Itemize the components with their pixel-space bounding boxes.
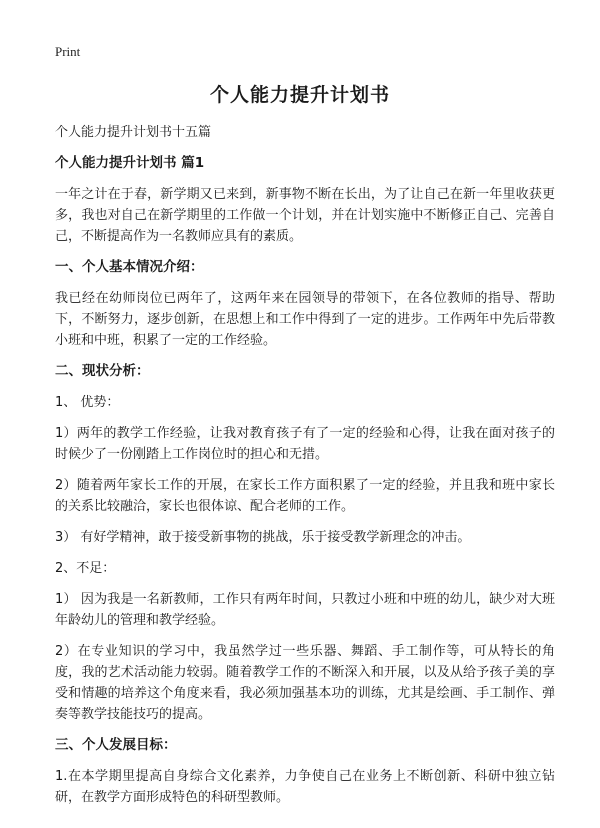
document-title: 个人能力提升计划书: [209, 84, 390, 106]
section-heading-analysis: 二、现状分析：: [55, 363, 150, 379]
strengths-label: 1、 优势：: [55, 395, 120, 410]
section-heading-basic-info: 一、个人基本情况介绍：: [55, 259, 204, 275]
strength-item: 3） 有好学精神，敢于接受新事物的挑战，乐于接受教学新理念的冲击。: [55, 530, 471, 545]
section-heading-goals: 三、个人发展目标：: [55, 737, 177, 753]
basic-info-paragraph: 我已经在幼师岗位已两年了，这两年来在园领导的带领下，在各位教师的指导、帮助下，不断努力，逐步创新，在思想上和工作中得到了一定的进步。工作两年中先后带教小班和中班，积累了一定的工作经验。: [55, 291, 555, 348]
weakness-item: 2）在专业知识的学习中，我虽然学过一些乐器、舞蹈、手工制作等，可从特长的角度，我的艺术活动能力较弱。随着教学工作的不断深入和开展，以及从给予孩子美的享受和情趣的培养这个角度来看，我必须加强基本功的训练，尤其是绘画、手工制作、弹奏等教学技能技巧的提高。: [55, 644, 555, 722]
document-subtitle: 个人能力提升计划书十五篇: [55, 125, 212, 140]
strength-item: 2）随着两年家长工作的开展，在家长工作方面积累了一定的经验，并且我和班中家长的关系比较融洽，家长也很体谅、配合老师的工作。: [55, 478, 555, 514]
intro-paragraph: 一年之计在于春，新学期又已来到，新事物不断在长出，为了让自己在新一年里收获更多，我也对自己在新学期里的工作做一个计划，并在计划实施中不断修正自己、完善自己，不断提高作为一名教师应具有的素质。: [55, 187, 555, 244]
document-body: [55, 122, 555, 818]
print-link[interactable]: Print: [55, 44, 81, 59]
weakness-item: 1） 因为我是一名新教师，工作只有两年时间，只教过小班和中班的幼儿，缺少对大班年龄幼儿的管理和教学经验。: [55, 592, 555, 628]
weaknesses-label: 2、不足：: [55, 561, 116, 576]
article-heading: 个人能力提升计划书 篇1: [55, 155, 205, 171]
strength-item: 1）两年的教学工作经验，让我对教育孩子有了一定的经验和心得，让我在面对孩子的时候少了一份刚踏上工作岗位时的担心和无措。: [55, 426, 555, 462]
goal-item: 1.在本学期里提高自身综合文化素养，力争使自己在业务上不断创新、科研中独立钻研，在教学方面形成特色的科研型教师。: [55, 769, 555, 805]
